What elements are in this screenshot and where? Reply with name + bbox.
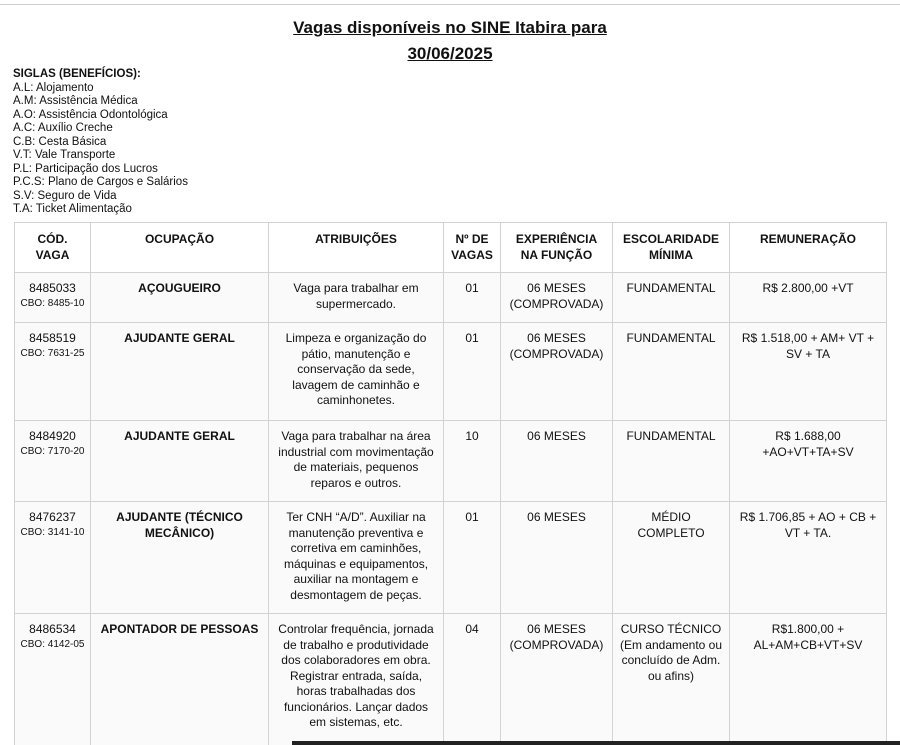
cell-remuneracao: R$ 1.706,85 + AO + CB + VT + TA. — [730, 502, 887, 614]
cbo-code: CBO: 7170-20 — [20, 445, 85, 457]
cell-ocupacao: AÇOUGUEIRO — [91, 273, 269, 323]
benefit-item: A.C: Auxílio Creche — [13, 122, 113, 134]
cell-atribuicoes: Controlar frequência, jornada de trabalho e produtividade dos colaboradores em obra. Registrar entrada, saída, horas trabalhadas dos funcionários. Lançar dados em sistemas, etc. — [269, 614, 444, 745]
cell-experiencia: 06 MESES — [501, 421, 613, 502]
cell-remuneracao: R$ 1.688,00 +AO+VT+TA+SV — [730, 421, 887, 502]
cell-cod — [15, 323, 91, 421]
jobs-table — [14, 222, 887, 745]
cell-experiencia: 06 MESES — [501, 502, 613, 614]
table-header-row — [15, 223, 887, 273]
cell-atribuicoes: Vaga para trabalhar em supermercado. — [269, 273, 444, 323]
job-code: 8458519 — [29, 331, 76, 345]
cell-vagas: 01 — [444, 323, 501, 421]
cell-cod — [15, 273, 91, 323]
table-row — [15, 614, 887, 745]
benefits-legend-heading: SIGLAS (BENEFÍCIOS): — [13, 68, 141, 80]
benefit-item: V.T: Vale Transporte — [13, 149, 116, 161]
benefit-item: C.B: Cesta Básica — [13, 135, 107, 148]
job-code: 8486534 — [29, 622, 76, 636]
col-header-experiencia: EXPERIÊNCIA NA FUNÇÃO — [501, 223, 613, 273]
table-row — [15, 323, 887, 421]
job-code: 8485033 — [29, 281, 76, 295]
cell-vagas: 01 — [444, 502, 501, 614]
cell-escolaridade: FUNDAMENTAL — [613, 323, 730, 421]
cell-experiencia: 06 MESES (COMPROVADA) — [501, 323, 613, 421]
cell-vagas: 04 — [444, 614, 501, 745]
cell-atribuicoes: Limpeza e organização do pátio, manutenção e conservação da sede, lavagem de caminhão e caminhonetes. — [269, 323, 444, 421]
title-date: 30/06/2025 — [407, 44, 493, 63]
job-code: 8476237 — [29, 510, 76, 524]
cbo-code: CBO: 7631-25 — [20, 347, 85, 359]
col-header-vagas: Nº DE VAGAS — [444, 223, 501, 273]
title-line-1: Vagas disponíveis no SINE Itabira para — [293, 18, 607, 37]
cell-atribuicoes: Ter CNH “A/D”. Auxiliar na manutenção preventiva e corretiva em caminhões, máquinas e equipamentos, auxiliar na montagem e desmontagem de peças. — [269, 502, 444, 614]
cell-ocupacao: AJUDANTE (TÉCNICO MECÂNICO) — [91, 502, 269, 614]
cell-cod — [15, 421, 91, 502]
col-header-escolaridade: ESCOLARIDADE MÍNIMA — [613, 223, 730, 273]
col-header-remuneracao: REMUNERAÇÃO — [730, 223, 887, 273]
cell-experiencia: 06 MESES (COMPROVADA) — [501, 614, 613, 745]
benefit-item: T.A: Ticket Alimentação — [13, 203, 132, 215]
cell-ocupacao: AJUDANTE GERAL — [91, 323, 269, 421]
cell-escolaridade: CURSO TÉCNICO (Em andamento ou concluído de Adm. ou afins) — [613, 614, 730, 745]
col-header-cod: CÓD. VAGA — [15, 223, 91, 273]
col-header-ocupacao: OCUPAÇÃO — [91, 223, 269, 273]
cell-escolaridade: MÉDIO COMPLETO — [613, 502, 730, 614]
table-row — [15, 273, 887, 323]
cell-escolaridade: FUNDAMENTAL — [613, 273, 730, 323]
cbo-code: CBO: 3141-10 — [20, 526, 85, 538]
cell-experiencia: 06 MESES (COMPROVADA) — [501, 273, 613, 323]
cell-escolaridade: FUNDAMENTAL — [613, 421, 730, 502]
cell-vagas: 01 — [444, 273, 501, 323]
benefit-item: A.M: Assistência Médica — [13, 95, 138, 107]
cell-vagas: 10 — [444, 421, 501, 502]
cell-remuneracao: R$ 1.518,00 + AM+ VT + SV + TA — [730, 323, 887, 421]
cell-atribuicoes: Vaga para trabalhar na área industrial com movimentação de materiais, pequenos reparos e outros. — [269, 421, 444, 502]
benefit-item: P.C.S: Plano de Cargos e Salários — [13, 176, 188, 188]
cell-ocupacao: AJUDANTE GERAL — [91, 421, 269, 502]
benefit-item: A.L: Alojamento — [13, 81, 94, 94]
cell-ocupacao: APONTADOR DE PESSOAS — [91, 614, 269, 745]
top-divider — [0, 4, 900, 5]
cell-remuneracao: R$ 2.800,00 +VT — [730, 273, 887, 323]
cbo-code: CBO: 8485-10 — [20, 297, 85, 309]
bottom-edge-bar — [292, 741, 900, 745]
job-code: 8484920 — [29, 429, 76, 443]
table-row — [15, 502, 887, 614]
benefit-item: S.V: Seguro de Vida — [13, 189, 117, 202]
benefit-item: P.L: Participação dos Lucros — [13, 162, 158, 175]
page-title — [0, 15, 900, 67]
benefit-item: A.O: Assistência Odontológica — [13, 108, 168, 121]
cell-remuneracao: R$1.800,00 + AL+AM+CB+VT+SV — [730, 614, 887, 745]
table-row — [15, 421, 887, 502]
cbo-code: CBO: 4142-05 — [20, 638, 85, 650]
col-header-atribuicoes: ATRIBUIÇÕES — [269, 223, 444, 273]
cell-cod — [15, 614, 91, 745]
cell-cod — [15, 502, 91, 614]
benefits-legend — [13, 68, 188, 217]
